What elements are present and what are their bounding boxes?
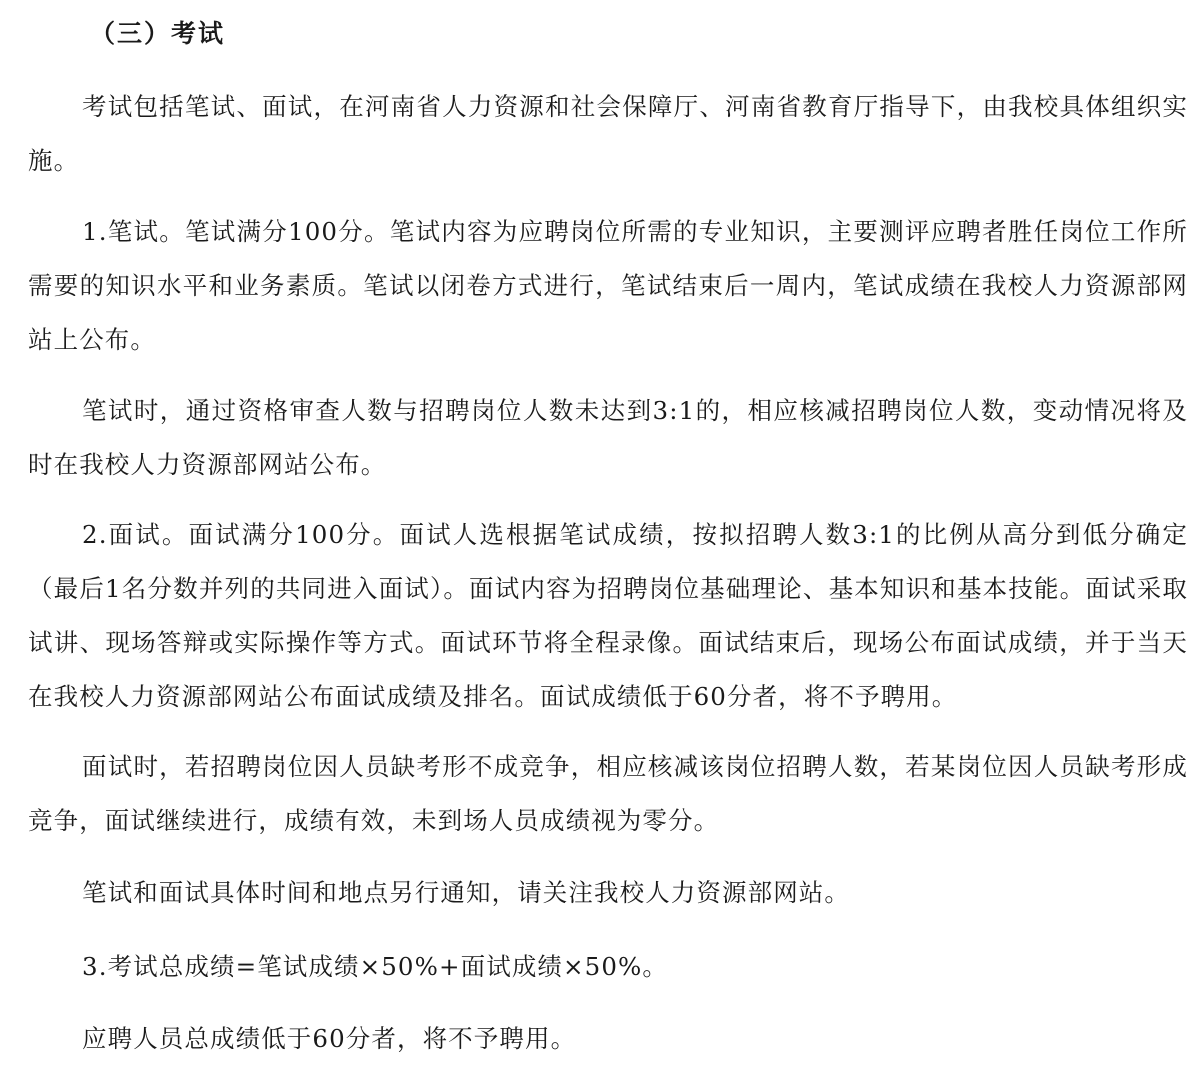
paragraph-schedule-notice: 笔试和面试具体时间和地点另行通知，请关注我校人力资源部网站。 bbox=[82, 878, 850, 907]
paragraph-total-score-formula: 3.考试总成绩=笔试成绩×50%+面试成绩×50%。 bbox=[82, 952, 668, 981]
paragraph-exam-overview: 考试包括笔试、面试，在河南省人力资源和社会保障厅、河南省教育厅指导下，由我校具体组织实施。 bbox=[28, 92, 1188, 175]
paragraph-interview: 2.面试。面试满分100分。面试人选根据笔试成绩，按拟招聘人数3:1的比例从高分到低分确定（最后1名分数并列的共同进入面试）。面试内容为招聘岗位基础理论、基本知识和基本技能。面试采取试讲、现场答辩或实际操作等方式。面试环节将全程录像。面试结束后，现场公布面试成绩，并于当天在我校人力资源部网站公布面试成绩及排名。面试成绩低于60分者，将不予聘用。 bbox=[28, 520, 1188, 711]
paragraph-written-exam-ratio: 笔试时，通过资格审查人数与招聘岗位人数未达到3:1的，相应核减招聘岗位人数，变动情况将及时在我校人力资源部网站公布。 bbox=[28, 396, 1188, 479]
paragraph-written-exam: 1.笔试。笔试满分100分。笔试内容为应聘岗位所需的专业知识，主要测评应聘者胜任岗位工作所需要的知识水平和业务素质。笔试以闭卷方式进行，笔试结束后一周内，笔试成绩在我校人力资源部网站上公布。 bbox=[28, 217, 1188, 354]
section-heading: （三）考试 bbox=[90, 19, 226, 48]
paragraph-interview-absence: 面试时，若招聘岗位因人员缺考形不成竞争，相应核减该岗位招聘人数，若某岗位因人员缺考形成竞争，面试继续进行，成绩有效，未到场人员成绩视为零分。 bbox=[28, 752, 1188, 835]
paragraph-minimum-score: 应聘人员总成绩低于60分者，将不予聘用。 bbox=[82, 1024, 577, 1053]
